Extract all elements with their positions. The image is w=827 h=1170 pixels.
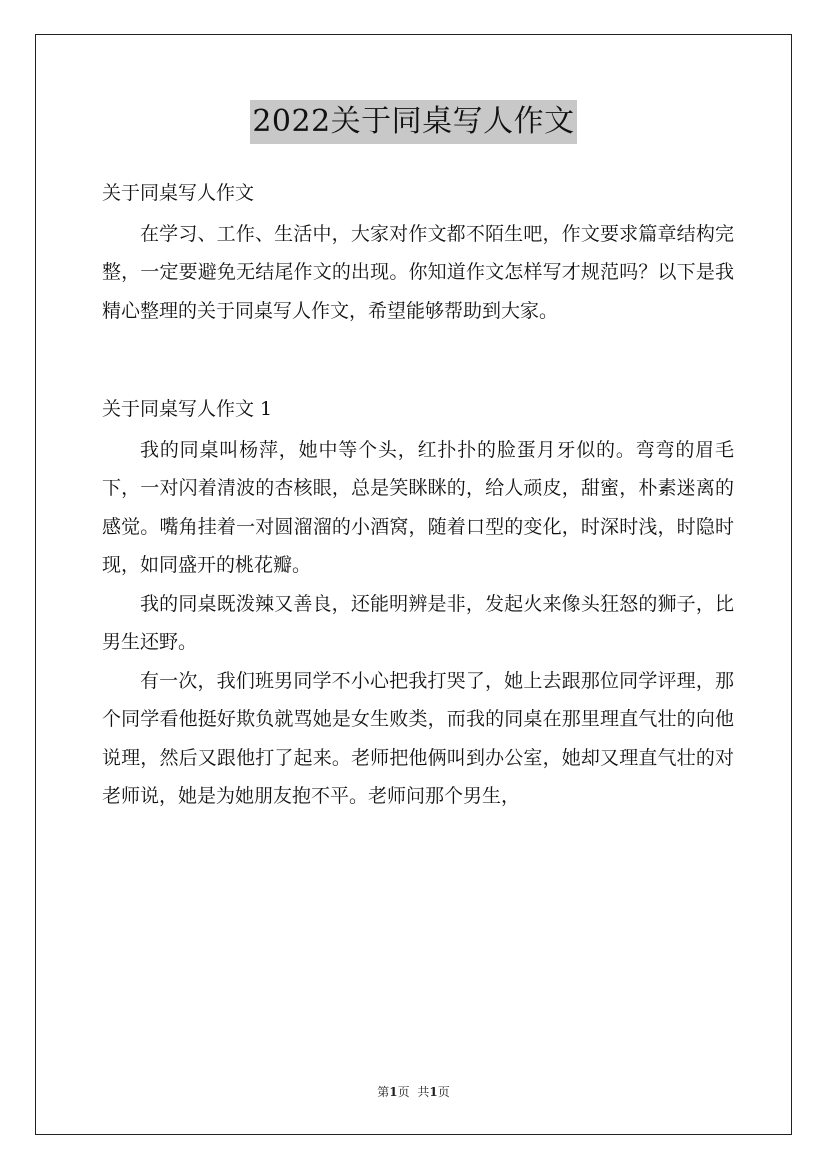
page-label-suffix: 页 [397, 1085, 410, 1099]
body-paragraph: 有一次，我们班男同学不小心把我打哭了，她上去跟那位同学评理，那个同学看他挺好欺负就骂她是女生败类，而我的同桌在那里理直气壮的向他说理，然后又跟他打了起来。老师把他俩叫到办公室，她却又理直气壮的对老师说，她是为她朋友抱不平。老师问那个男生， [102, 669, 734, 807]
document-body [102, 174, 734, 816]
section-spacer [102, 330, 734, 390]
document-title [0, 100, 827, 144]
document-title-text: 2022关于同桌写人作文 [250, 100, 576, 144]
body-paragraph: 我的同桌叫杨萍，她中等个头，红扑扑的脸蛋月牙似的。弯弯的眉毛下，一对闪着清波的杏核眼，总是笑眯眯的，给人顽皮，甜蜜，朴素迷离的感觉。嘴角挂着一对圆溜溜的小酒窝，随着口型的变化，时深时浅，时隐时现，如同盛开的桃花瓣。 [102, 438, 734, 576]
page-footer [0, 1084, 827, 1100]
intro-paragraph: 在学习、工作、生活中，大家对作文都不陌生吧，作文要求篇章结构完整，一定要避免无结尾作文的出现。你知道作文怎样写才规范吗？以下是我精心整理的关于同桌写人作文，希望能够帮助到大家。 [102, 222, 734, 322]
body-paragraph: 我的同桌既泼辣又善良，还能明辨是非，发起火来像头狂怒的狮子，比男生还野。 [102, 592, 734, 653]
total-pages: 1 [429, 1085, 438, 1099]
page-number: 1 [389, 1085, 398, 1099]
total-label-suffix: 页 [437, 1085, 450, 1099]
intro-heading: 关于同桌写人作文 [102, 182, 255, 204]
page-label-prefix: 第 [377, 1085, 390, 1099]
section-heading: 关于同桌写人作文 1 [102, 398, 273, 420]
total-label-prefix: 共 [417, 1085, 430, 1099]
